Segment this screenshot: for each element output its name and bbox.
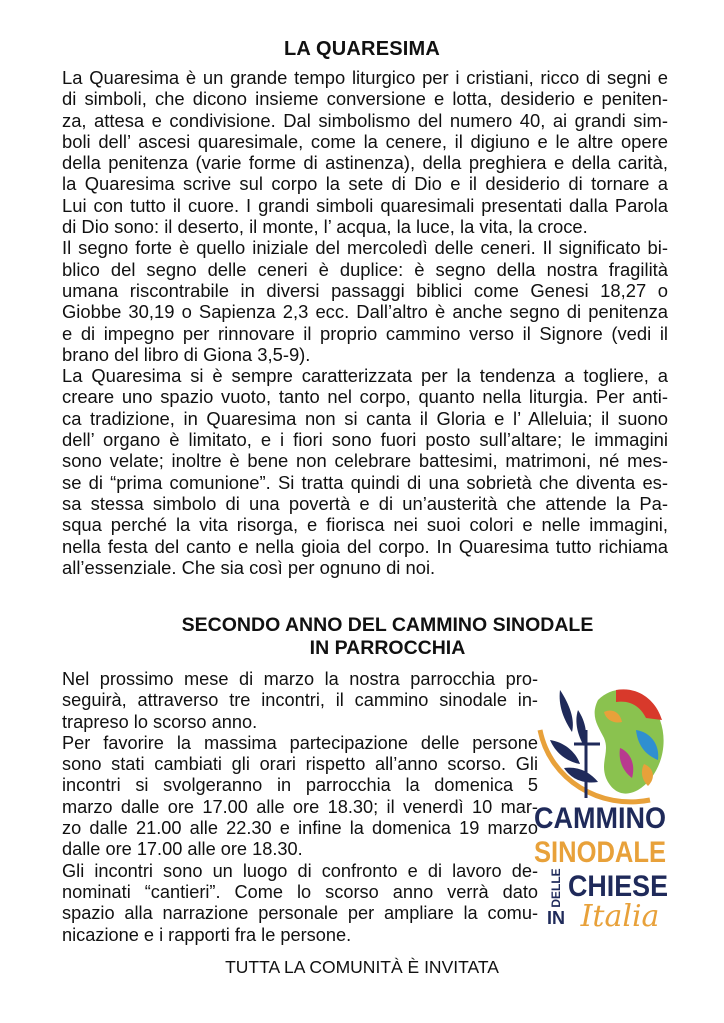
text-line: all’essenziale. Che sia così per ognuno di noi. [62, 556, 436, 578]
text-line: nella festa del canto e nella gioia del corpo. In Quaresima tutto richiama [62, 535, 668, 557]
footer-text: TUTTA LA COMUNITÀ È INVITATA [225, 957, 499, 977]
text-line: sono velate; inoltre è bene non celebrare battesimi, matrimoni, né mes- [62, 450, 668, 472]
text-line: brano del libro di Giona 3,5-9). [62, 343, 311, 365]
logo-emblem [540, 689, 664, 802]
text-line: di Dio sono: il deserto, il monte, l’ acqua, la luce, la vita, la croce. [62, 216, 588, 238]
logo-word-delle: DELLE [549, 868, 563, 908]
text-line: dalle ore 17.00 alle ore 18.30. [62, 839, 303, 860]
text-line: La Quaresima è un grande tempo liturgico per i cristiani, ricco di segni e [62, 67, 668, 88]
text-line: La Quaresima si è sempre caratterizzata per la tendenza a togliere, a [62, 365, 668, 387]
section-title-line-2: IN PARROCCHIA [309, 637, 466, 659]
logo-word-chiese: CHIESE [568, 870, 668, 903]
text-line: Gli incontri sono un luogo di confronto e di lavoro de- [62, 860, 538, 881]
text-line: di simboli, che dicono insieme conversione e lotta, desiderio e peniten- [62, 88, 668, 110]
text-line: Giobbe 30,19 o Sapienza 2,3 ecc. Dall’altro è anche segno di penitenza [62, 301, 668, 323]
text-line: blico del segno delle ceneri è duplice: è segno della nostra fragilità [62, 258, 668, 280]
text-line: Nel prossimo mese di marzo la nostra parrocchia pro- [62, 669, 538, 689]
text-line: squa perché la vita risorga, e fiorisca nei suoi colori e nelle immagini, [62, 514, 668, 536]
text-line: seguirà, attraverso tre incontri, il cammino sinodale in- [62, 690, 538, 711]
text-line: nicazione e i rapporti fra le persone. [62, 924, 352, 945]
text-line: sa stessa simbolo di una povertà e di un’austerità che attende la Pa- [62, 492, 668, 514]
text-line: spazio alla narrazione personale per ampliare la comu- [62, 903, 538, 924]
text-line: marzo dalle ore 17.00 alle ore 18.30; il venerdì 10 mar- [62, 796, 538, 817]
text-line: se di “prima comunione”. Si tratta quindi di una sobrietà che diventa es- [62, 471, 668, 493]
text-line: creare uno spazio vuoto, tanto nel corpo, quanto nella liturgia. Per anti- [62, 386, 668, 408]
text-line: nominati “cantieri”. Come lo scorso anno verrà dato [62, 881, 538, 902]
text-line: e di impegno per rinnovare il proprio cammino verso il Signore (vedi il [62, 322, 668, 344]
text-line: dell’ organo è limitato, e i fiori sono fuori posto sull’altare; le immagini [62, 429, 668, 451]
text-line: della penitenza (varie forme di astinenza), della preghiera e della carità, [62, 152, 668, 174]
text-line: sono stati cambiati gli orari rispetto all’anno scorso. Gli [62, 754, 538, 775]
section-title-quaresima: LA QUARESIMA [283, 38, 441, 60]
cammino-sinodale-logo [520, 660, 680, 940]
cammino-sinodale-paragraphs [62, 669, 538, 946]
text-line: ca tradizione, in Quaresima non si canta il Gloria e l’ Alleluia; il suono [62, 407, 668, 429]
text-line: Il segno forte è quello iniziale del mercoledì delle ceneri. Il significato bi- [62, 237, 668, 259]
text-line: umana riscontrabile in diversi passaggi biblici come Genesi 18,27 o [62, 279, 668, 301]
quaresima-paragraphs [62, 67, 668, 578]
text-line: incontri si svolgeranno in parrocchia la domenica 5 [62, 775, 538, 796]
logo-word-italia: Italia [580, 899, 660, 934]
text-line: boli dell’ ascesi quaresimale, come la cenere, il digiuno e le altre opere [62, 130, 668, 152]
text-line: la Quaresima scrive sul corpo la sete di Dio e il desiderio di tornare a [62, 173, 668, 195]
text-line: Per favorire la massima partecipazione delle persone [62, 732, 538, 753]
text-line: Lui con tutto il cuore. I grandi simboli quaresimali presentati dalla Parola [62, 194, 668, 216]
logo-word-cammino: CAMMINO [534, 802, 666, 835]
footer-invitation [0, 957, 724, 978]
logo-word-in: IN [547, 908, 565, 928]
logo-word-sinodale: SINODALE [534, 836, 666, 869]
section-title-cammino-sinodale [145, 614, 630, 660]
text-line: za, attesa e condivisione. Dal simbolismo del numero 40, ai grandi sim- [62, 109, 668, 131]
text-line: zo dalle 21.00 alle 22.30 e infine la domenica 19 marzo [62, 818, 538, 839]
text-line: trapreso lo scorso anno. [62, 711, 258, 732]
section-title-line-1: SECONDO ANNO DEL CAMMINO SINODALE [181, 614, 594, 636]
